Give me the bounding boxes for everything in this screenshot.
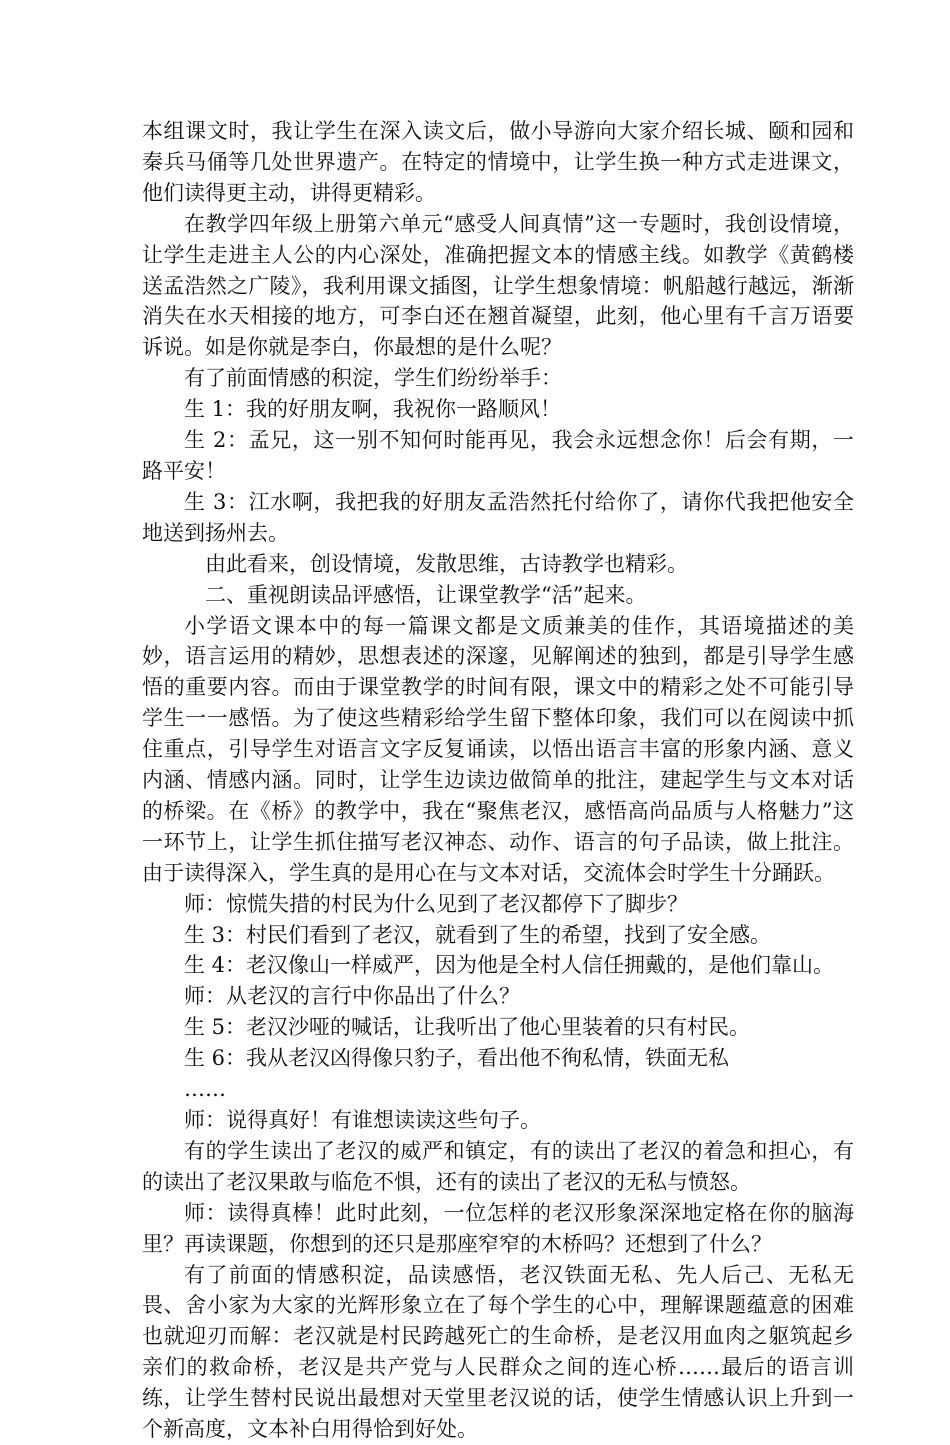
dialogue-teacher-4: 师：读得真棒！此时此刻，一位怎样的老汉形象深深地定格在你的脑海里？再读课题，你想到的还只是那座窄窄的木桥吗？还想到了什么？ — [142, 1200, 854, 1256]
section-heading-2: 二、重视朗读品评感悟，让课堂教学“活”起来。 — [205, 582, 647, 607]
paragraph-conclusion: 由此看来，创设情境，发散思维，古诗教学也精彩。 — [205, 551, 688, 576]
document-body — [142, 116, 854, 1445]
dialogue-student-5: 生 5：老汉沙哑的喊话，让我听出了他心里装着的只有村民。 — [184, 1015, 751, 1040]
ellipsis-line: …… — [184, 1077, 226, 1102]
paragraph-students-raise-hands: 有了前面情感的积淀，学生们纷纷举手： — [184, 366, 562, 391]
paragraph-reading-insight: 小学语文课本中的每一篇课文都是文质兼美的佳作，其语境描述的美妙，语言运用的精妙，思想表述的深邃，见解阐述的独到，都是引导学生感悟的重要内容。而由于课堂教学的时间有限，课文中的精彩之处不可能引导学生一一感悟。为了使这些精彩给学生留下整体印象，我们可以在阅读中抓住重点，引导学生对语言文字反复诵读，以悟出语言丰富的形象内涵、意义内涵、情感内涵。同时，让学生边读边做简单的批注，建起学生与文本对话的桥梁。在《桥》的教学中，我在“聚焦老汉，感悟高尚品质与人格魅力”这一环节上，让学生抓住描写老汉神态、动作、语言的句子品读，做上批注。由于读得深入，学生真的是用心在与文本对话，交流体会时学生十分踊跃。 — [142, 613, 854, 885]
dialogue-teacher-1: 师：惊慌失措的村民为什么见到了老汉都停下了脚步？ — [184, 891, 688, 916]
dialogue-teacher-2: 师：从老汉的言行中你品出了什么？ — [184, 984, 520, 1009]
dialogue-student-3b: 生 3：村民们看到了老汉，就看到了生的希望，找到了安全感。 — [184, 922, 772, 947]
dialogue-student-1: 生 1：我的好朋友啊，我祝你一路顺风！ — [184, 397, 562, 422]
dialogue-teacher-3: 师：说得真好！有谁想读读这些句子。 — [184, 1108, 541, 1132]
paragraph-students-read: 有的学生读出了老汉的威严和镇定，有的读出了老汉的着急和担心，有的读出了老汉果敢与临危不惧，还有的读出了老汉的无私与愤怒。 — [142, 1138, 854, 1194]
dialogue-student-4: 生 4：老汉像山一样威严，因为他是全村人信任拥戴的，是他们靠山。 — [184, 953, 835, 978]
paragraph-situation-teaching: 在教学四年级上册第六单元“感受人间真情”这一专题时，我创设情境，让学生走进主人公的内心深处，准确把握文本的情感主线。如教学《黄鹤楼送孟浩然之广陵》，我利用课文插图，让学生想象情境：帆船越行越远，渐渐消失在水天相接的地方，可李白还在翘首凝望，此刻，他心里有千言万语要诉说。如是你就是李白，你最想的是什么呢？ — [142, 211, 854, 360]
dialogue-student-2: 生 2：孟兄，这一别不知何时能再见，我会永远想念你！后会有期，一路平安！ — [142, 428, 854, 483]
dialogue-student-6: 生 6：我从老汉凶得像只豹子，看出他不徇私情，铁面无私 — [184, 1046, 730, 1071]
paragraph-final: 有了前面的情感积淀，品读感悟，老汉铁面无私、先人后己、无私无畏、舍小家为大家的光辉形象立在了每个学生的心中，理解课题蕴意的困难也就迎刃而解：老汉就是村民跨越死亡的生命桥，是老汉用血肉之躯筑起乡亲们的救命桥，老汉是共产党与人民群众之间的连心桥……最后的语言训练，让学生替村民说出最想对天堂里老汉说的话，使学生情感认识上升到一个新高度，文本补白用得恰到好处。 — [142, 1262, 854, 1442]
dialogue-student-3: 生 3：江水啊，我把我的好朋友孟浩然托付给你了，请你代我把他安全地送到扬州去。 — [142, 489, 854, 545]
paragraph-continuation: 本组课文时，我让学生在深入读文后，做小导游向大家介绍长城、颐和园和秦兵马俑等几处世界遗产。在特定的情境中，让学生换一种方式走进课文，他们读得更主动，讲得更精彩。 — [142, 119, 854, 205]
